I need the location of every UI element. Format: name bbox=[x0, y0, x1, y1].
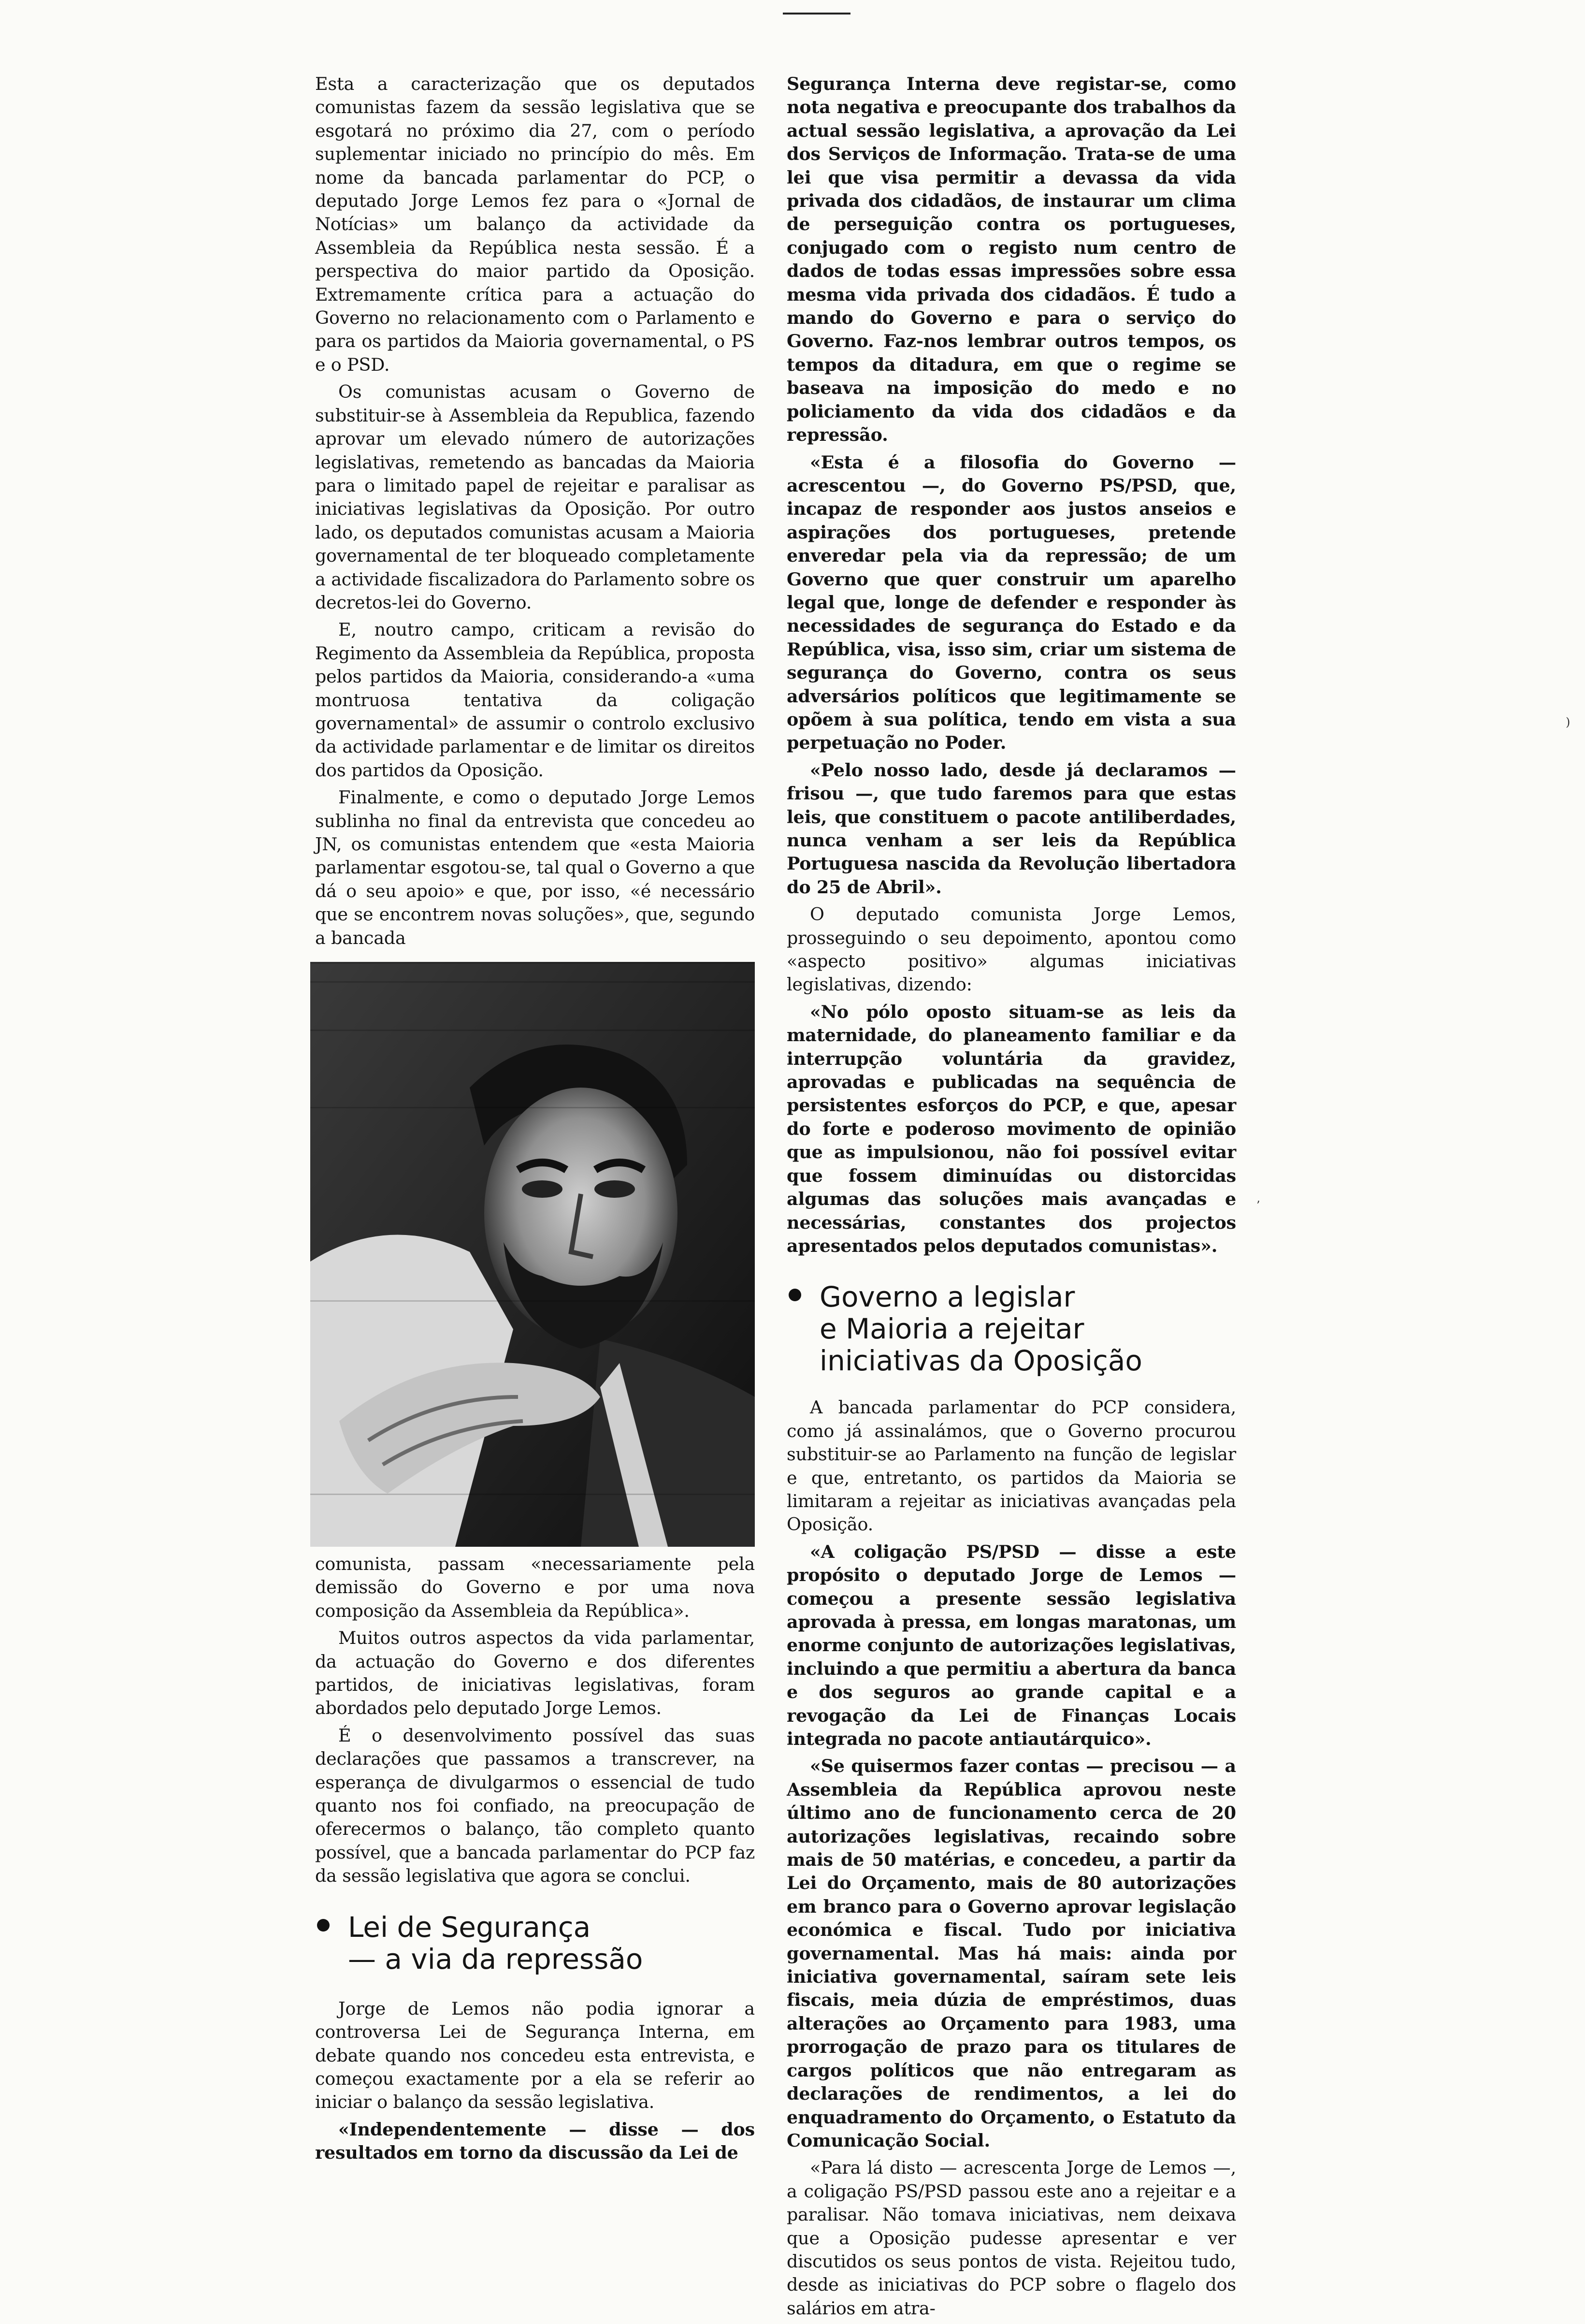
body-paragraph: Segurança Interna deve registar-se, como nota negativa e preocupante dos trabalhos da actual sessão legislativa, a aprovação da Lei dos Serviços de Informação. Trata-se de uma lei que visa permitir a devassa da vida privada dos cidadãos, de instaurar um clima de perseguição contra os portugueses, conjugado com o registo num centro de dados de todas essas impressões sobre essa mesma vida privada dos cidadãos. É tudo a mando do Governo e para o serviço do Governo. Faz-nos lembrar outros tempos, os tempos da ditadura, em que o regime se baseava na imposição do medo e no policiamento da vida dos cidadãos e da repressão. bbox=[787, 73, 1236, 446]
body-paragraph: «Independentemente — disse — dos resultados em torno da discussão da Lei de bbox=[315, 2119, 755, 2164]
heading-line: Governo a legislar bbox=[820, 1280, 1075, 1314]
body-paragraph: Muitos outros aspectos da vida parlamentar, da actuação do Governo e dos diferentes partidos, de iniciativas legislativas, foram abordados pelo deputado Jorge Lemos. bbox=[315, 1627, 755, 1719]
body-paragraph: comunista, passam «necessariamente pela demissão do Governo e por uma nova composição da Assembleia da República». bbox=[315, 1554, 755, 1621]
body-paragraph: Jorge de Lemos não podia ignorar a controversa Lei de Segurança Interna, em debate quando nos concedeu esta entrevista, e começou exactamente por a ela se referir ao iniciar o balanço da sessão legislativa. bbox=[315, 1998, 755, 2113]
body-paragraph: «Esta é a filosofia do Governo — acrescentou —, do Governo PS/PSD, que, incapaz de responder aos justos anseios e aspirações dos portugueses, pretende enveredar pela via da repressão; de um Governo que quer construir um aparelho legal que, longe de defender e responder às necessidades de segurança do Estado e da República, visa, isso sim, criar um sistema de segurança do Governo, contra os seus adversários políticos que legitimamente se opõem à sua política, tendo em vista a sua perpetuação no Poder. bbox=[787, 451, 1236, 754]
right-column bbox=[787, 73, 1236, 2324]
body-paragraph: Finalmente, e como o deputado Jorge Lemos sublinha no final da entrevista que concedeu ao JN, os comunistas entendem que «esta Maioria parlamentar esgotou-se, tal qual o Governo a que dá o seu apoio» e que, por isso, «é necessário que se encontrem novas soluções», que, segundo a bancada bbox=[315, 787, 755, 948]
body-paragraph: «Para lá disto — acrescenta Jorge de Lemos —, a coligação PS/PSD passou este ano a rejeitar e a paralisar. Não tomava iniciativas, nem deixava que a Oposição pudesse apresentar e ver discutidos os seus pontos de vista. Rejeitou tudo, desde as iniciativas do PCP sobre o flagelo dos salários em atra- bbox=[787, 2157, 1236, 2319]
body-paragraph: «A coligação PS/PSD — disse a este propósito o deputado Jorge de Lemos — começou a presente sessão legislativa aprovada à pressa, em longas maratonas, um enorme conjunto de autorizações legislativas, incluindo a que permitiu a abertura da banca e dos seguros ao grande capital e a revogação da Lei de Finanças Locais integrada no pacote antiautárquico». bbox=[787, 1541, 1236, 1749]
margin-mark: ’ bbox=[1256, 1199, 1260, 1212]
body-paragraph: «Pelo nosso lado, desde já declaramos — frisou —, que tudo faremos para que estas leis, que constituem o pacote antiliberdades, nunca venham a ser leis da República Portuguesa nascida da Revolução libertadora do 25 de Abril». bbox=[787, 759, 1236, 898]
body-paragraph: É o desenvolvimento possível das suas declarações que passamos a transcrever, na esperança de divulgarmos o essencial de tudo quanto nos foi confiado, na preocupação de oferecermos o balanço, tão completo quanto possível, que a bancada parlamentar do PCP faz da sessão legislativa que agora se conclui. bbox=[315, 1725, 755, 1887]
heading-line: Lei de Segurança bbox=[348, 1910, 591, 1944]
margin-mark: ) bbox=[1566, 715, 1571, 729]
bullet-icon bbox=[789, 1289, 801, 1301]
section-heading-governo-legislar bbox=[787, 1281, 1236, 1377]
body-paragraph: E, noutro campo, criticam a revisão do Regimento da Assembleia da República, proposta pelos partidos da Maioria, considerando-a «uma montruosa tentativa da coligação governamental» de assumir o controlo exclusivo da actividade parlamentar e de limitar os direitos dos partidos da Oposição. bbox=[315, 619, 755, 781]
bullet-icon bbox=[317, 1919, 330, 1932]
heading-line: e Maioria a rejeitar bbox=[820, 1312, 1084, 1346]
portrait-photo bbox=[310, 962, 755, 1547]
body-paragraph: «Se quisermos fazer contas — precisou — a Assembleia da República aprovou neste último ano de funcionamento cerca de 20 autorizações legislativas, recaindo sobre mais de 50 matérias, e concedeu, a partir da Lei do Orçamento, mais de 80 autorizações em branco para o Governo aprovar legislação económica e fiscal. Tudo por iniciativa governamental. Mas há mais: ainda por iniciativa governamental, saíram sete leis fiscais, meia dúzia de empréstimos, duas alterações ao Orçamento para 1983, uma prorrogação de prazo para os titulares de cargos políticos que não entregaram as declarações de rendimentos, a lei do enquadramento do Orçamento, o Estatuto da Comunicação Social. bbox=[787, 1756, 1236, 2151]
left-column-lower bbox=[315, 1553, 755, 2169]
heading-line: — a via da repressão bbox=[348, 1942, 643, 1975]
left-column bbox=[315, 73, 755, 954]
section-heading-lei-seguranca bbox=[315, 1911, 755, 1975]
top-rule bbox=[783, 13, 850, 15]
body-paragraph: O deputado comunista Jorge Lemos, prosseguindo o seu depoimento, apontou como «aspecto positivo» algumas iniciativas legislativas, dizendo: bbox=[787, 904, 1236, 995]
body-paragraph: «No pólo oposto situam-se as leis da maternidade, do planeamento familiar e da interrupção voluntária da gravidez, aprovadas e publicadas na sequência de persistentes esforços do PCP, e que, apesar do forte e poderoso movimento de opinião que as impulsionou, não foi possível evitar que fossem diminuídas ou distorcidas algumas das soluções mais avançadas e necessárias, constantes dos projectos apresentados pelos deputados comunistas». bbox=[787, 1001, 1236, 1256]
heading-line: iniciativas da Oposição bbox=[820, 1344, 1142, 1378]
intro-paragraph: Esta a caracterização que os deputados comunistas fazem da sessão legislativa que se esgotará no próximo dia 27, com o período suplementar iniciado no princípio do mês. Em nome da bancada parlamentar do PCP, o deputado Jorge Lemos fez para o «Jornal de Notícias» um balanço da actividade da Assembleia da República nesta sessão. É a perspectiva do maior partido da Oposição. Extremamente crítica para a actuação do Governo no relacionamento com o Parlamento e para os partidos da Maioria governamental, o PS e o PSD. bbox=[315, 73, 755, 375]
body-paragraph: A bancada parlamentar do PCP considera, como já assinalámos, que o Governo procurou substituir-se ao Parlamento na função de legislar e que, entretanto, os partidos da Maioria se limitaram a rejeitar as iniciativas avançadas pela Oposição. bbox=[787, 1397, 1236, 1535]
body-paragraph: Os comunistas acusam o Governo de substituir-se à Assembleia da Republica, fazendo aprovar um elevado número de autorizações legislativas, remetendo as bancadas da Maioria para o limitado papel de rejeitar e paralisar as iniciativas legislativas da Oposição. Por outro lado, os deputados comunistas acusam a Maioria governamental de ter bloqueado completamente a actividade fiscalizadora do Parlamento sobre os decretos-lei do Governo. bbox=[315, 381, 755, 613]
